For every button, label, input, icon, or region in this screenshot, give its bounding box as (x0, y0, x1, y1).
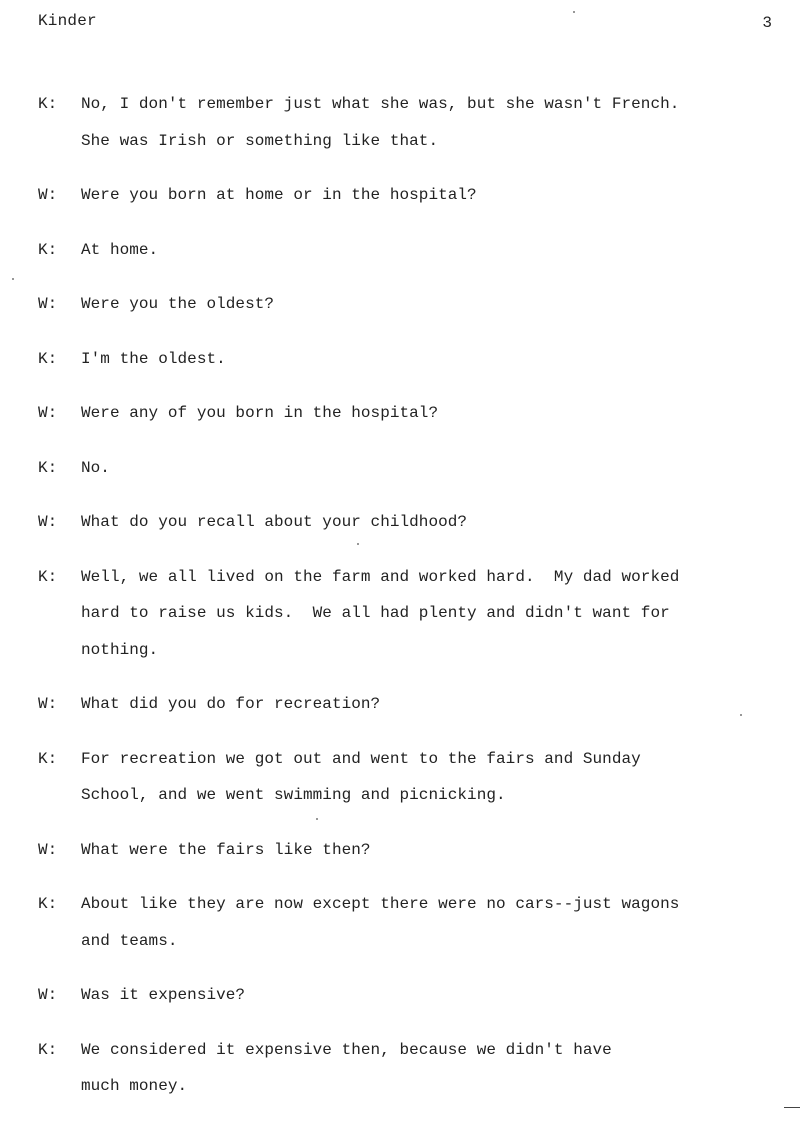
transcript-entry (38, 504, 768, 541)
speech-text: About like they are now except there were no cars--just wagons and teams. (81, 895, 680, 950)
speech-text: What were the fairs like then? (81, 840, 371, 859)
speaker-label: K: (38, 895, 58, 913)
transcript-entry (38, 1032, 768, 1105)
speaker-label: K: (38, 749, 58, 768)
speaker-label: K: (38, 567, 58, 586)
transcript-entry (38, 832, 768, 869)
scan-speck (740, 714, 742, 716)
speech-text: Were you born at home or in the hospital? (81, 186, 477, 204)
speech-text: No. (81, 458, 110, 477)
speech-text: Was it expensive? (81, 986, 246, 1004)
speech-text: I'm the oldest. (81, 349, 226, 368)
speaker-label: K: (38, 1040, 58, 1059)
speaker-label: W: (38, 986, 58, 1004)
speech-text: We considered it expensive then, because we didn't have much money. (81, 1040, 612, 1095)
transcript-entry (38, 886, 768, 959)
transcript-entry (38, 686, 768, 723)
speech-text: Were any of you born in the hospital? (81, 404, 439, 422)
speaker-label: K: (38, 95, 58, 113)
speech-text: For recreation we got out and went to the fairs and Sunday School, and we went swimming and picnicking. (81, 749, 641, 804)
transcript-entry (38, 232, 768, 269)
transcript-entry (38, 559, 768, 669)
speaker-label: W: (38, 695, 58, 713)
speech-text: Well, we all lived on the farm and worked hard. My dad worked hard to raise us kids. We all had plenty and didn't want for nothing. (81, 567, 680, 659)
scan-edge-mark (784, 1107, 800, 1108)
page-number: 3 (762, 14, 772, 32)
transcript-entry (38, 395, 768, 432)
speaker-label: W: (38, 404, 58, 422)
transcript-entry (38, 977, 768, 1014)
speech-text: Were you the oldest? (81, 295, 275, 313)
transcript-body (38, 86, 768, 1123)
speaker-label: K: (38, 240, 58, 259)
speech-text: No, I don't remember just what she was, but she wasn't French. She was Irish or something like that. (81, 95, 680, 150)
transcript-entry (38, 86, 768, 159)
speaker-label: K: (38, 458, 58, 477)
header-name: Kinder (38, 12, 97, 30)
speaker-label: W: (38, 295, 58, 313)
speech-text: At home. (81, 240, 159, 259)
scan-speck (12, 278, 14, 280)
scan-speck (357, 543, 359, 545)
transcript-entry (38, 177, 768, 214)
speaker-label: K: (38, 349, 58, 368)
speech-text: What did you do for recreation? (81, 695, 381, 713)
transcript-entry (38, 341, 768, 378)
transcript-entry (38, 450, 768, 487)
scan-speck (316, 818, 318, 820)
speaker-label: W: (38, 186, 58, 204)
transcript-entry (38, 741, 768, 814)
transcript-entry (38, 286, 768, 323)
speaker-label: W: (38, 840, 58, 859)
scan-speck (573, 11, 575, 13)
speaker-label: W: (38, 513, 58, 531)
speech-text: What do you recall about your childhood? (81, 513, 468, 531)
